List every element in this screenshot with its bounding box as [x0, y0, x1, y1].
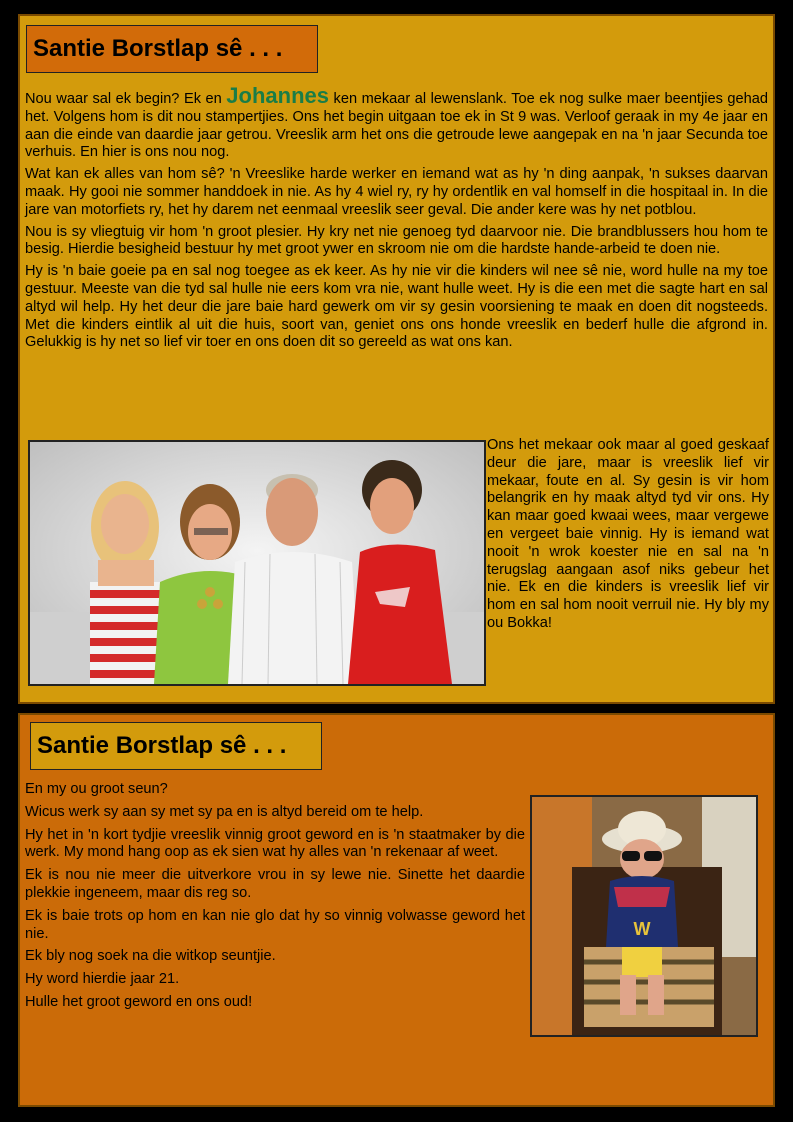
article-panel-wicus	[18, 713, 775, 1107]
section-title: Santie Borstlap sê . . .	[26, 25, 318, 73]
paragraph-2: Wat kan ek alles van hom sê? 'n Vreeslike harde werker en iemand wat as hy 'n ding aanpak, 'n sukses daarvan maak. Hy gooi nie sommer handdoek in nie. As hy 4 wiel ry, ry hy ordentlik en val homself in die hospitaal in. In die jare van motorfiets ry, het hy darem net eenmaal vreeslik seer geval. Die ander kere was hy net potblou.	[25, 166, 768, 218]
line-1: En my ou groot seun?	[25, 781, 168, 797]
shirt-letter: W	[633, 919, 651, 939]
line-5: Ek is baie trots op hom en kan nie glo dat hy so vinnig volwasse geword het nie.	[25, 907, 525, 942]
line-6: Ek bly nog soek na die witkop seuntjie.	[25, 948, 276, 965]
paragraph-4: Hy is 'n baie goeie pa en sal nog toegee as ek keer. As hy nie vir die kinders wil nee sê nie, word hulle na my toe gestuur. Meeste van die tyd sal hulle nie eers kom vra nie, want hulle weet. Hy is die een met die sagte hart en sal altyd wil help. Hy het deur die jare baie hard gewerk om vir sy gesin voorsiening te maak en doen dit nogsteeds. Met die kinders eintlik al uit die huis, soort van, geniet ons ons honde vreeslik en bederf hulle die afgrond in. Gelukkig is hy net so lief vir toer en ons doen dit so gereeld as wat ons kan.	[25, 263, 768, 351]
line-7: Hy word hierdie jaar 21.	[25, 971, 180, 988]
paragraph-1-rest: ken mekaar al lewenslank. Toe ek nog sulke maer beentjies gehad het. Volgens hom is dit nou stampertjies. Ons het begin uitgaan toe ek in St 9 was. Verloof geraak in my 4e jaar en aan die einde van daardie jaar getrou. Vreeslik arm het ons die getroude lewe aangepak en na 'n jaar Secunda toe verhuis. En hier is ons nou nog.	[25, 91, 769, 161]
family-photo	[28, 440, 486, 686]
line-3: Hy het in 'n kort tydjie vreeslik vinnig groot geword en is 'n staatmaker by die werk. My mond hang oop as ek sien wat hy alles van 'n rekenaar af weet.	[25, 826, 525, 861]
line-2: Wicus werk sy aan sy met sy pa en is altyd bereid om te help.	[25, 803, 424, 820]
paragraph-1-start: Nou waar sal ek begin? Ek en	[25, 91, 227, 107]
article-text	[25, 781, 525, 1017]
section-title: Santie Borstlap sê . . .	[30, 722, 322, 770]
article-text-top	[25, 83, 769, 356]
line-4: Ek is nou nie meer die uitverkore vrou in sy lewe nie. Sinette het daardie plekkie ingeneem, maar dis reg so.	[25, 867, 525, 901]
article-text-side	[487, 437, 769, 637]
child-photo-illustration	[532, 797, 756, 1035]
line-8: Hulle het groot geword en ons oud!	[25, 993, 253, 1010]
paragraph-5: Ons het mekaar ook maar al goed geskaaf deur die jare, maar is vreeslik lief vir mekaar, foute en al. Sy gesin is vir hom belangrik en hy maak altyd tyd vir ons. Hy kan maar goed kwaai wees, maar vergewe en vergeet baie vinnig. Hy is iemand wat nooit 'n wrok koester nie en sal na 'n terugslag aangaan asof niks gebeur het nie. Ek en die kinders is vreeslik lief vir hom en sal hom nooit verruil nie. Hy bly my ou Bokka!	[487, 437, 769, 631]
article-panel-johannes	[18, 14, 775, 704]
family-photo-illustration	[30, 442, 484, 684]
paragraph-3: Nou is sy vliegtuig vir hom 'n groot plesier. Hy kry net nie genoeg tyd daarvoor nie. Die brandblussers hou hom te besig. Hierdie besigheid bestuur hy met groot ywer en skroom nie om die hardste hande-arbeid te doen nie.	[25, 223, 768, 258]
paragraph-1	[25, 83, 769, 162]
child-photo	[530, 795, 758, 1037]
highlighted-name: Johannes	[226, 83, 329, 108]
